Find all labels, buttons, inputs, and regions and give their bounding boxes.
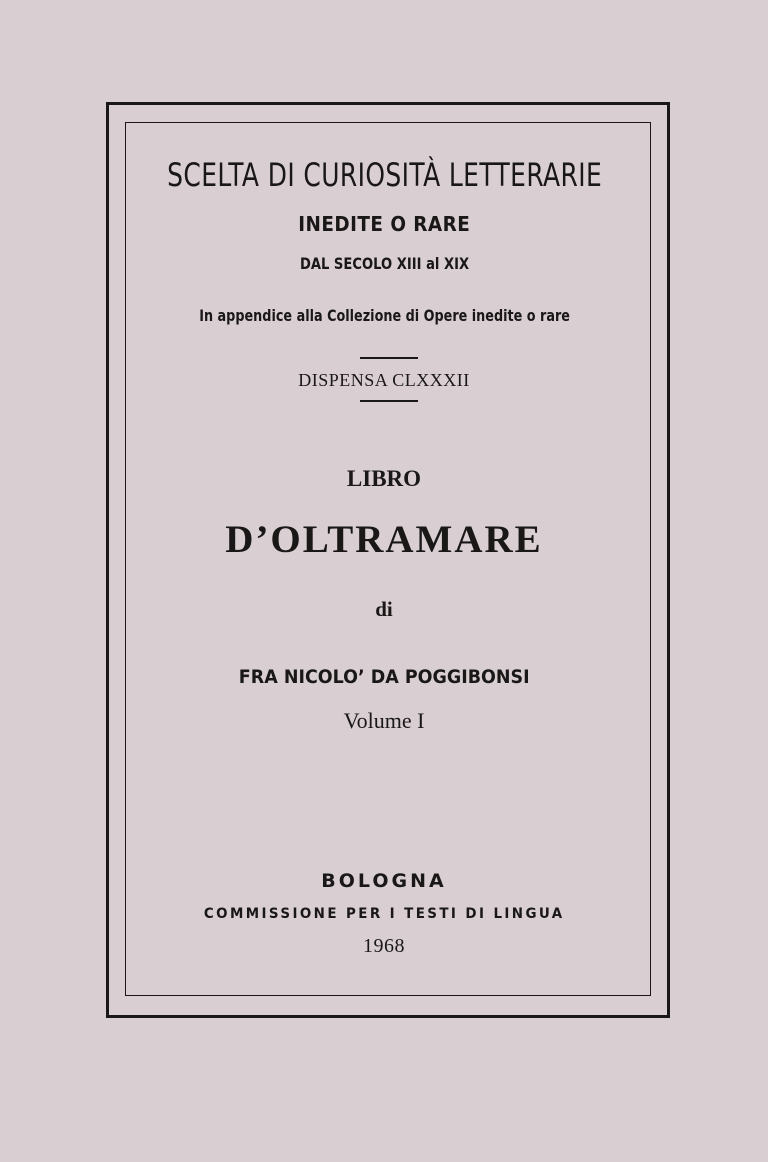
- series-period: DAL SECOLO XIII al XIX: [299, 254, 470, 273]
- divider-top: [360, 357, 418, 359]
- volume-number: Volume I: [343, 708, 425, 733]
- publication-year: 1968: [363, 935, 405, 957]
- series-title: SCELTA DI CURIOSITÀ LETTERARIE: [167, 156, 603, 194]
- series-subtitle: INEDITE O RARE: [298, 212, 471, 236]
- publisher-name: COMMISSIONE PER I TESTI DI LINGUA: [203, 906, 565, 922]
- series-appendix: In appendice alla Collezione di Opere inedite o rare: [199, 306, 570, 325]
- dispensa-number: DISPENSA CLXXXII: [298, 370, 470, 390]
- book-title-line2: D’OLTRAMARE: [225, 518, 543, 561]
- publication-city: BOLOGNA: [321, 870, 447, 892]
- author-name: FRA NICOLO’ DA POGGIBONSI: [238, 666, 530, 688]
- by-word: di: [375, 597, 393, 621]
- divider-bottom: [360, 400, 418, 402]
- book-title-line1: LIBRO: [346, 466, 422, 491]
